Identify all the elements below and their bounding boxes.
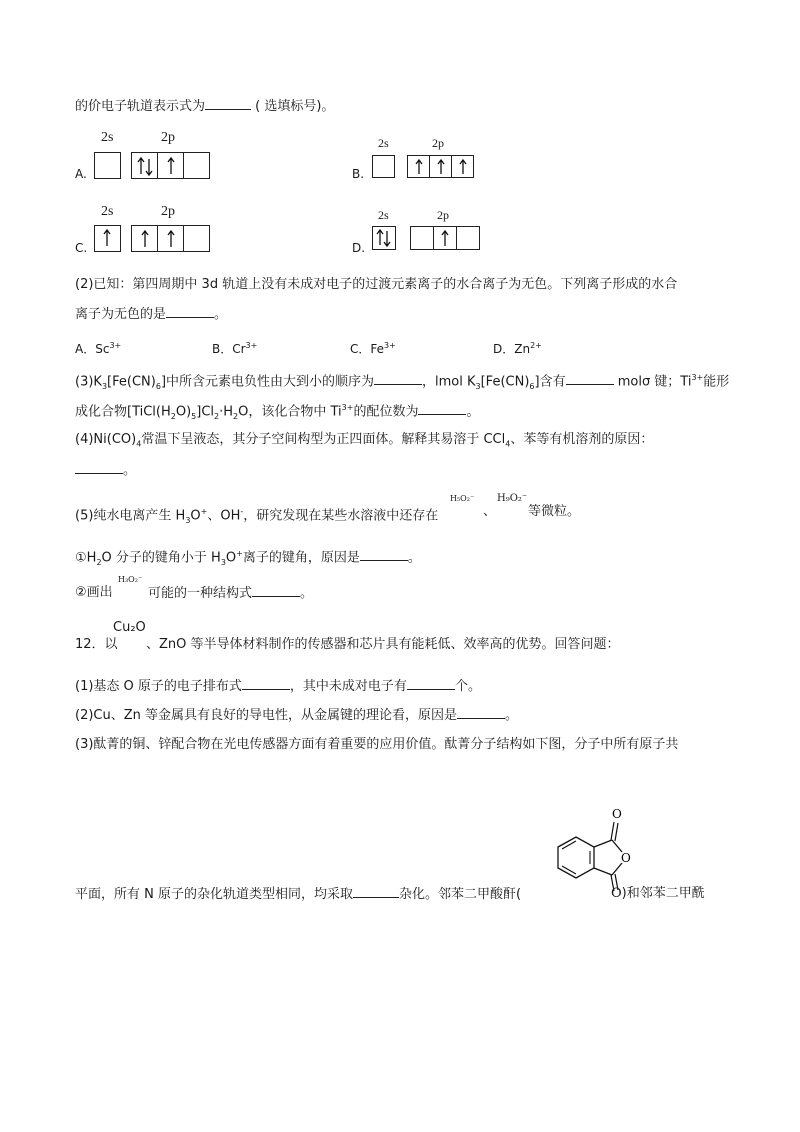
sup: -: [240, 507, 244, 516]
sup: 3+: [691, 373, 704, 382]
text: 。: [300, 586, 314, 601]
option-letter: B.: [352, 167, 365, 181]
answer-blank[interactable]: [457, 706, 505, 719]
q12-text: 、ZnO 等半导体材料制作的传感器和芯片具有能耗低、效率高的优势。回答问题：: [146, 637, 620, 652]
sub: 4: [136, 439, 142, 449]
oxygen-label: O: [621, 851, 631, 865]
choice-label: A．Sc: [75, 342, 110, 356]
answer-blank[interactable]: [566, 372, 614, 385]
q2-end: 。: [214, 307, 228, 322]
text: 杂化。邻苯二甲酸酐(: [399, 887, 522, 902]
up-arrow-icon: [158, 153, 185, 180]
text: 。: [466, 404, 480, 420]
q12-sub3-line2-end: [611, 885, 705, 903]
sub: 2: [214, 411, 220, 421]
choice-label: B．Cr: [212, 342, 246, 356]
orbital-2p-group: [131, 225, 210, 252]
text: 常温下呈液态，其分子空间构型为正四面体。解释其易溶于 CCl: [141, 432, 506, 447]
up-arrow-icon: [408, 156, 431, 179]
text: ，其中未成对电子有: [289, 679, 407, 694]
sub: 3: [185, 515, 191, 525]
q5-sub2: [75, 584, 113, 602]
sub: 3: [220, 557, 226, 567]
up-down-arrow-icon: [372, 226, 396, 250]
orbital-2p-group: [410, 226, 480, 250]
up-arrow-icon: [430, 156, 453, 179]
answer-blank[interactable]: [205, 97, 251, 110]
up-arrow-icon: [94, 225, 121, 252]
answer-blank[interactable]: [242, 677, 290, 690]
text: O: [190, 508, 201, 524]
label-2s: 2s: [101, 130, 114, 145]
sup: +: [236, 549, 243, 558]
q2-choice-a: [75, 337, 121, 358]
text: ·H: [219, 404, 234, 420]
orbital-2p-box: [157, 152, 184, 179]
text: (3)K: [75, 374, 102, 390]
sub: 5: [191, 411, 197, 421]
q2-choice-b: [212, 337, 257, 358]
text: 成化合物[TiCl(H: [75, 404, 171, 420]
orbital-2s-box: [372, 226, 396, 250]
label-2s: 2s: [378, 136, 389, 150]
formula-cu2o: Cu₂O: [113, 620, 146, 635]
q2-line1: (2)已知：第四周期中 3d 轨道上没有未成对电子的过渡元素离子的水合离子为无色。下列离子形成的水合: [75, 277, 678, 292]
text: ，lmol K: [422, 374, 476, 390]
q12-num: 12．以: [75, 637, 118, 652]
charge: 3+: [109, 341, 122, 350]
label-2p: 2p: [161, 204, 175, 219]
option-letter: D.: [352, 241, 366, 255]
text: molσ 键；Ti: [613, 374, 692, 390]
answer-blank[interactable]: [407, 677, 455, 690]
charge: 3+: [384, 341, 396, 350]
up-down-arrow-icon: [132, 153, 159, 180]
up-arrow-icon: [452, 156, 475, 179]
text: ，研究发现在某些水溶液中还存在: [243, 508, 439, 524]
answer-blank[interactable]: [360, 548, 408, 561]
charge: 3+: [245, 341, 258, 350]
text: 平面，所有 N 原子的杂化轨道类型相同，均采取: [75, 887, 353, 902]
text: 个。: [454, 679, 481, 694]
text: [Fe(CN): [107, 374, 156, 390]
orbital-2p-box: [183, 225, 210, 252]
intro-text: 的价电子轨道表示式为: [75, 99, 206, 114]
q2-choice-c: [350, 337, 396, 358]
text: ]Cl: [196, 404, 215, 420]
orbital-2s-box: [372, 155, 395, 178]
text: (4)Ni(CO): [75, 432, 137, 447]
up-arrow-icon: [158, 226, 185, 253]
text: 。: [123, 463, 137, 478]
text: 。: [505, 708, 519, 723]
text: 能形: [703, 374, 730, 390]
text: (2)Cu、Zn 等金属具有良好的导电性，从金属键的理论看，原因是: [75, 708, 458, 723]
sub: 6: [155, 381, 161, 391]
text: O，该化合物中 Ti: [238, 404, 342, 420]
answer-blank[interactable]: [418, 402, 466, 415]
phthalic-anhydride-structure: [540, 807, 650, 932]
q5-sub1: [75, 545, 421, 572]
formula-h9o2: H₉O₂⁻: [497, 493, 528, 504]
orbital-2p-group: [407, 155, 474, 178]
label-2p: 2p: [437, 208, 449, 222]
orbital-2p-box: [157, 225, 184, 252]
text: ①H: [75, 550, 97, 566]
text: 可能的一种结构式: [148, 586, 253, 601]
q12-sub3-line1: (3)酞菁的铜、锌配合物在光电传感器方面有着重要的应用价值。酞菁分子结构如下图，分子中所有原子共: [75, 737, 679, 752]
text: 、OH: [207, 508, 241, 524]
orbital-2p-box: [410, 226, 434, 250]
choice-label: C．Fe: [350, 342, 385, 356]
orbital-2p-group: [131, 152, 210, 179]
text: (1)基态 O 原子的电子排布式: [75, 679, 242, 694]
formula-h3o2: H₃O₂⁻: [118, 575, 143, 584]
text: 离子的键角，原因是: [242, 550, 360, 566]
answer-blank[interactable]: [374, 372, 422, 385]
sub: 2: [96, 557, 102, 567]
orbital-2s-box: [94, 152, 121, 179]
sub: 4: [505, 439, 511, 449]
q4-line2: [75, 461, 136, 480]
q12-sub1: [75, 677, 481, 696]
up-arrow-icon: [132, 226, 159, 253]
orbital-2p-box: [451, 155, 474, 178]
intro-line: [75, 97, 334, 116]
text: ②画出: [75, 585, 113, 600]
q3-line1: [75, 369, 729, 396]
label-2s: 2s: [101, 204, 114, 219]
separator: 、: [483, 504, 497, 519]
answer-blank[interactable]: [353, 885, 399, 898]
orbital-2p-box: [433, 226, 457, 250]
orbital-2p-box: [183, 152, 210, 179]
q5-line1-end: 等微粒。: [528, 504, 581, 519]
label-2p: 2p: [161, 130, 175, 145]
text: O): [175, 404, 192, 420]
text: O 分子的键角小于 H: [101, 550, 221, 566]
q2-text: 离子为无色的是: [75, 307, 167, 322]
q5-line1: [75, 503, 438, 530]
up-arrow-icon: [434, 227, 458, 251]
orbital-2p-box: [407, 155, 430, 178]
text: )和邻苯二甲酰: [621, 886, 705, 901]
text: ]中所含元素电负性由大到小的顺序为: [160, 374, 375, 390]
sup: 3+: [341, 403, 354, 412]
sub: 3: [101, 381, 108, 391]
option-letter: A.: [75, 167, 87, 181]
orbital-2p-box: [456, 226, 480, 250]
sub: 2: [170, 411, 176, 421]
intro-suffix: ( 选填标号)。: [255, 99, 335, 114]
sub: 2: [233, 411, 239, 421]
text: 的配位数为: [353, 404, 419, 420]
q3-line2: [75, 399, 480, 426]
choice-label: D．Zn: [493, 342, 531, 356]
sub: 6: [529, 381, 535, 391]
orbital-2s-box: [94, 225, 121, 252]
text: 。: [407, 550, 421, 566]
sub: 3: [475, 381, 481, 391]
text: [Fe(CN): [480, 374, 530, 390]
answer-blank[interactable]: [166, 305, 214, 318]
charge: 2+: [530, 341, 542, 350]
q12-sub3-line2: [75, 885, 521, 904]
text: ]含有: [534, 374, 566, 390]
sup: +: [200, 507, 208, 516]
q12-sub2: [75, 706, 518, 725]
formula-h5o2: H₅O₂⁻: [450, 494, 475, 503]
answer-blank[interactable]: [75, 461, 123, 474]
text: 、苯等有机溶剂的原因：: [510, 432, 654, 447]
q2-choice-d: [493, 337, 542, 358]
q4-line1: [75, 431, 653, 454]
orbital-2p-box: [429, 155, 452, 178]
text: O: [225, 550, 237, 566]
q2-line2: [75, 305, 227, 324]
option-letter: C.: [75, 241, 88, 255]
oxygen-label: O: [611, 886, 622, 901]
oxygen-label: O: [612, 807, 622, 821]
label-2s: 2s: [378, 208, 389, 222]
label-2p: 2p: [432, 136, 444, 150]
orbital-2p-box: [131, 225, 158, 252]
orbital-2p-box: [131, 152, 158, 179]
text: (5)纯水电离产生 H: [75, 508, 186, 524]
answer-blank[interactable]: [252, 584, 300, 597]
q5-sub2-rest: [148, 584, 313, 603]
